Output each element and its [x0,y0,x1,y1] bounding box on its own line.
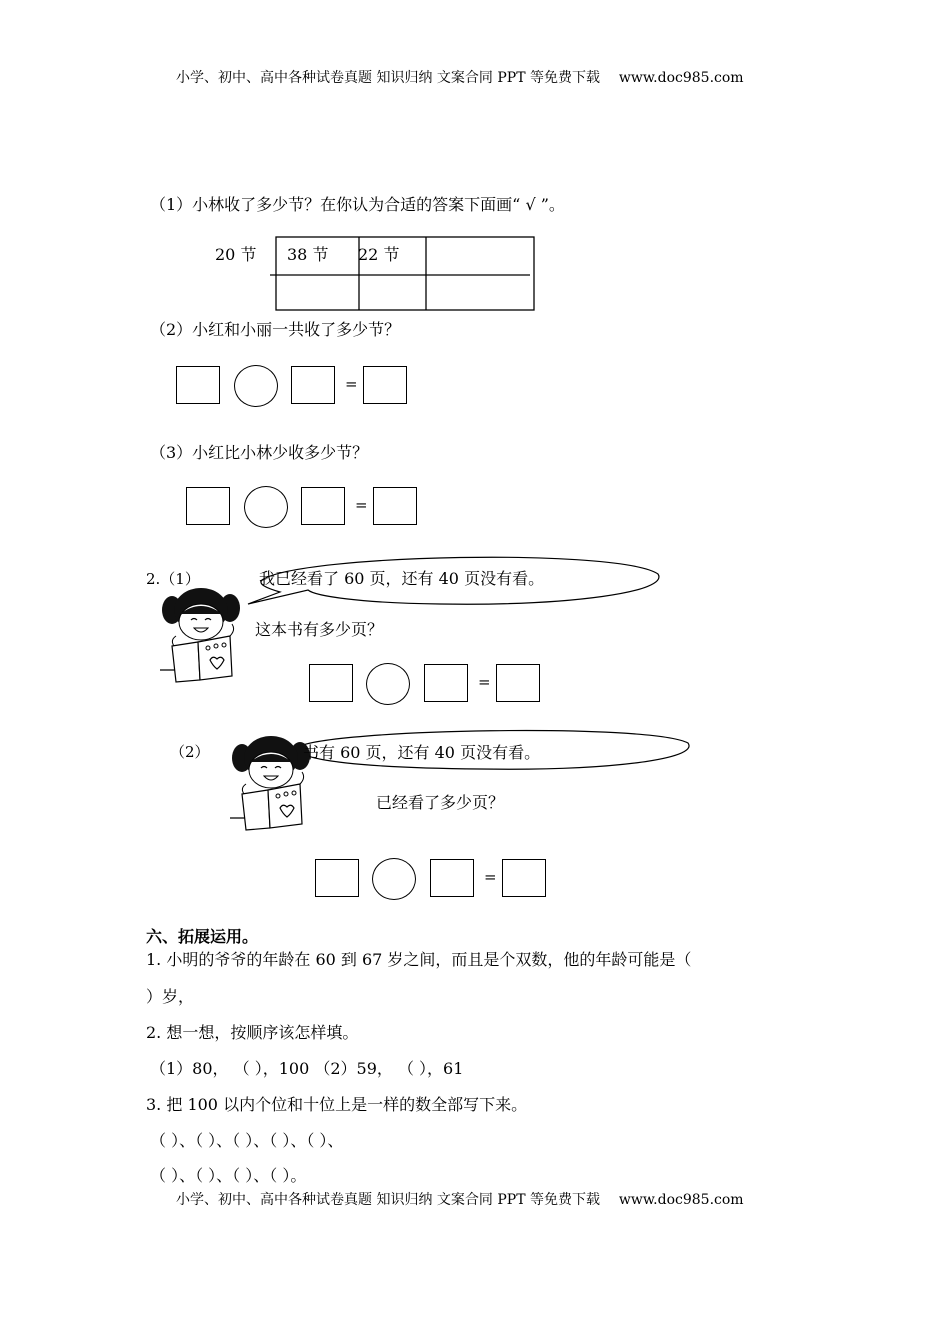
answer-box[interactable] [291,366,335,404]
speech-text-1: 我已经看了 60 页，还有 40 页没有看。 [259,569,545,588]
problem-2-2-label: （2） [170,743,210,761]
problem-2-1-label: 2.（1） [146,570,200,588]
header-url: www.doc985.com [618,70,744,86]
answer-cell-1[interactable] [277,277,358,310]
answer-box[interactable] [424,664,468,702]
answer-box[interactable] [496,664,540,702]
footer-url: www.doc985.com [618,1192,744,1208]
answer-box[interactable] [186,487,230,525]
footer-text: 小学、初中、高中各种试卷真题 知识归纳 文案合同 PPT 等免费下载 [176,1192,600,1208]
operator-circle[interactable] [234,365,278,407]
girl-reading-icon [158,584,248,686]
equals-sign: = [484,868,497,886]
option-38: 38 节 [287,245,329,264]
answer-box[interactable] [315,859,359,897]
answer-box[interactable] [176,366,220,404]
answer-box[interactable] [373,487,417,525]
answer-cell-3[interactable] [427,277,533,310]
page-header [176,71,744,85]
operator-circle[interactable] [366,663,410,705]
equals-sign: = [478,673,491,691]
page-footer [176,1193,744,1207]
section-6-q3-title: 3. 把 100 以内个位和十位上是一样的数全部写下来。 [146,1095,528,1114]
section-6-q2-title: 2. 想一想，按顺序该怎样填。 [146,1023,359,1042]
section-6-q2-line: （1）80， （ ），100 （2）59， （ ），61 [150,1059,464,1078]
answer-cell-2[interactable] [360,277,425,310]
problem-2-1-question: 这本书有多少页？ [255,620,384,639]
section-6-q1-line2: ）岁， [146,987,195,1006]
option-20: 20 节 [215,245,257,264]
answer-box[interactable] [502,859,546,897]
question-3-prompt: （3）小红比小林少收多少节？ [150,443,369,462]
problem-2-2-question: 已经看了多少页？ [376,793,505,812]
equals-sign: = [345,375,358,393]
answer-box[interactable] [309,664,353,702]
section-6-q3-line2: （ ）、（ ）、（ ）、（ ）。 [150,1166,307,1185]
section-6-q1-line1: 1. 小明的爷爷的年龄在 60 到 67 岁之间，而且是个双数，他的年龄可能是（ [146,950,692,969]
operator-circle[interactable] [244,486,288,528]
answer-box[interactable] [301,487,345,525]
question-2-prompt: （2）小红和小丽一共收了多少节？ [150,320,401,339]
operator-circle[interactable] [372,858,416,900]
speech-text-2: 书有 60 页，还有 40 页没有看。 [303,743,541,762]
answer-box[interactable] [430,859,474,897]
header-text: 小学、初中、高中各种试卷真题 知识归纳 文案合同 PPT 等免费下载 [176,70,600,86]
equals-sign: = [355,496,368,514]
question-1-prompt: （1）小林收了多少节？在你认为合适的答案下面画“ √ ”。 [150,195,565,214]
answer-box[interactable] [363,366,407,404]
section-6-q3-line1: （ ）、（ ）、（ ）、（ ）、（ ）、 [150,1131,344,1150]
section-6-title: 六、拓展运用。 [146,927,259,946]
option-22: 22 节 [358,245,400,264]
